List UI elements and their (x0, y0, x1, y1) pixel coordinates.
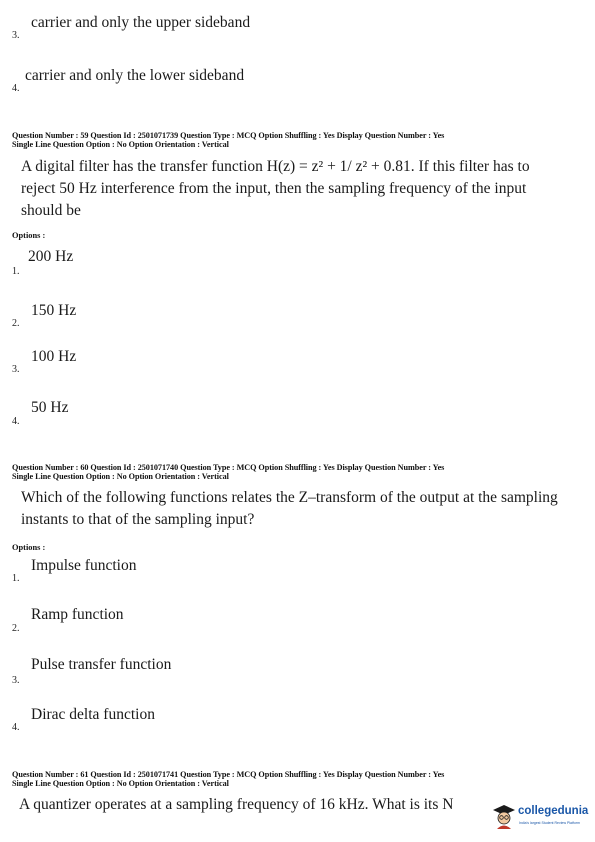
graduate-logo-icon (492, 804, 516, 830)
option-number: 2. (12, 623, 20, 634)
option-number: 4. (12, 416, 20, 427)
question-meta (12, 131, 444, 149)
options-label: Options : (12, 543, 46, 552)
option-text[interactable]: 100 Hz (31, 348, 77, 365)
question-text-line: A quantizer operates at a sampling frequency of 16 kHz. What is its N (19, 796, 454, 813)
option-text[interactable]: Ramp function (31, 606, 124, 623)
option-number: 3. (12, 30, 20, 41)
options-label: Options : (12, 231, 46, 240)
question-meta-line: Single Line Question Option : No Option Orientation : Vertical (12, 140, 229, 149)
option-number: 2. (12, 318, 20, 329)
brand-tagline: India's largest Student Review Platform (519, 821, 580, 825)
option-number: 3. (12, 364, 20, 375)
option-number: 3. (12, 675, 20, 686)
option-number: 1. (12, 266, 20, 277)
option-number: 4. (12, 722, 20, 733)
collegedunia-watermark (492, 800, 592, 838)
option-text[interactable]: Dirac delta function (31, 706, 155, 723)
question-text-line: instants to that of the sampling input? (21, 511, 255, 528)
option-text[interactable]: carrier and only the upper sideband (31, 14, 251, 31)
option-number: 1. (12, 573, 20, 584)
option-text[interactable]: Impulse function (31, 557, 137, 574)
question-meta-line: Question Number : 61 Question Id : 2501071741 Question Type : MCQ Option Shuffling : Yes Display Question Number : Yes (12, 770, 445, 779)
question-meta-line: Single Line Question Option : No Option Orientation : Vertical (12, 472, 229, 481)
option-number: 4. (12, 83, 20, 94)
question-meta-line: Single Line Question Option : No Option Orientation : Vertical (12, 779, 229, 788)
brand-name: collegedunia (518, 805, 589, 817)
option-text[interactable]: Pulse transfer function (31, 656, 172, 673)
question-text (19, 794, 489, 818)
option-text[interactable]: carrier and only the lower sideband (25, 67, 245, 84)
option-text[interactable]: 150 Hz (31, 302, 77, 319)
option-text[interactable]: 50 Hz (31, 399, 69, 416)
question-text (21, 156, 586, 222)
question-meta-line: Question Number : 59 Question Id : 2501071739 Question Type : MCQ Option Shuffling : Yes Display Question Number : Yes (12, 131, 445, 140)
question-meta (12, 463, 444, 481)
question-text-line: reject 50 Hz interference from the input, then the sampling frequency of the input (21, 180, 527, 197)
question-text-line: A digital filter has the transfer function H(z) = z² + 1/ z² + 0.81. If this filter has to (21, 158, 530, 175)
option-text[interactable]: 200 Hz (28, 248, 74, 265)
question-text-line: should be (21, 202, 81, 219)
question-meta-line: Question Number : 60 Question Id : 2501071740 Question Type : MCQ Option Shuffling : Yes Display Question Number : Yes (12, 463, 445, 472)
question-text-line: Which of the following functions relates the Z–transform of the output at the sampling (21, 489, 558, 506)
question-text (21, 487, 586, 531)
question-meta (12, 770, 444, 788)
